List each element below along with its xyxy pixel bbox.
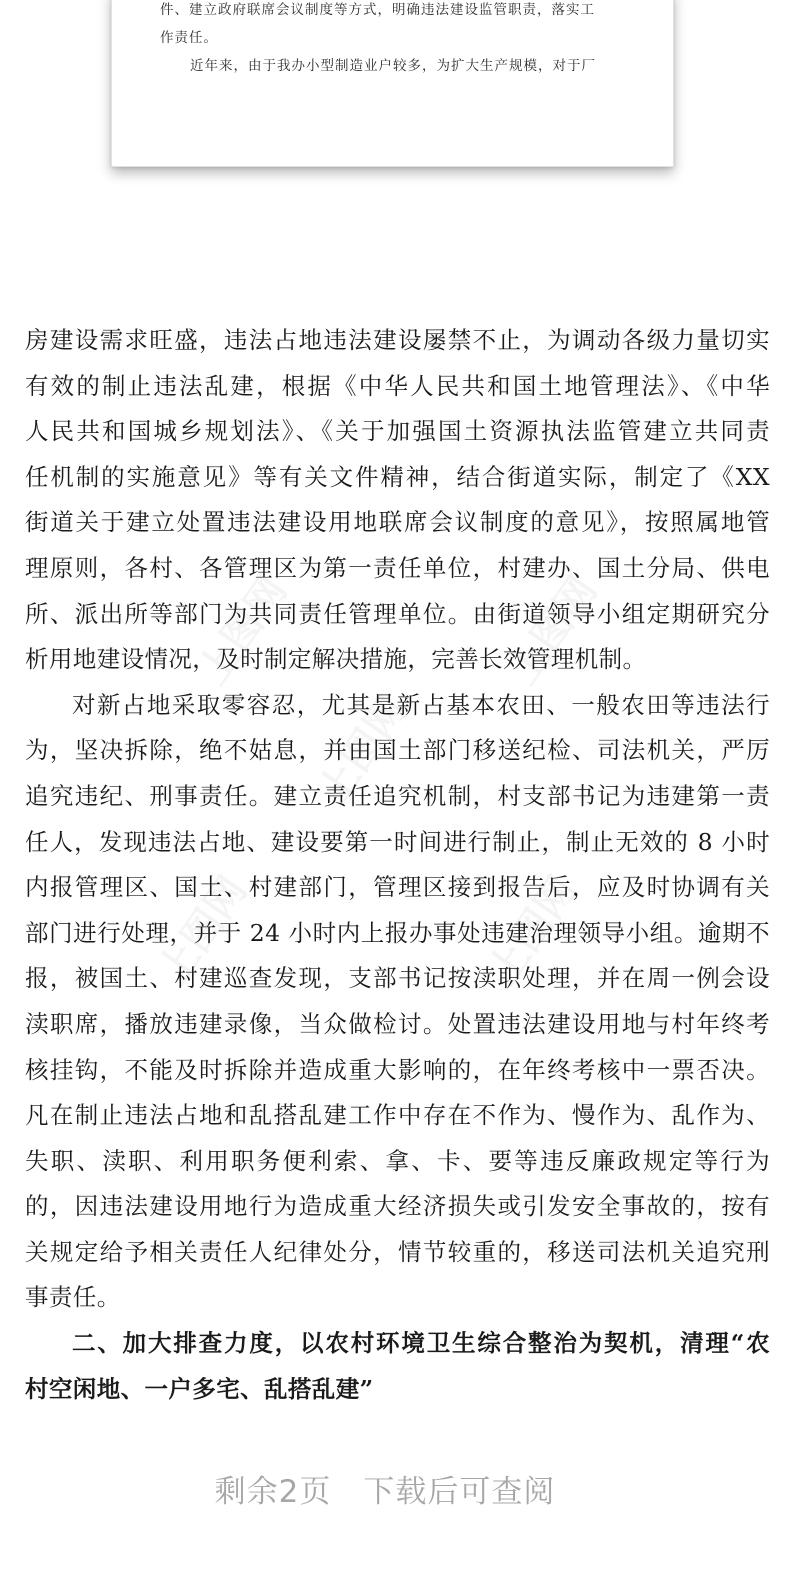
body-line: 有效的制止违法乱建，根据《中华人民共和国土地管理法》、《中华 — [25, 371, 770, 400]
remaining-pages-notice[interactable] — [0, 1466, 770, 1511]
download-to-view-label: 下载后可查阅 — [363, 1474, 556, 1510]
body-line: 核挂钩，不能及时拆除并造成重大影响的，在年终考核中一票否决。 — [25, 1055, 770, 1084]
body-line: 对新占地采取零容忍，尤其是新占基本农田、一般农田等违法行 — [72, 690, 770, 719]
body-line: 为，坚决拆除，绝不姑息，并由国土部门移送纪检、司法机关，严厉 — [25, 736, 770, 765]
preview-line: 件、建立政府联席会议制度等方式，明确违法建设监管职责，落实工 — [160, 2, 595, 18]
body-line: 所、派出所等部门为共同责任管理单位。由街道领导小组定期研究分 — [25, 599, 770, 628]
body-line: 理原则，各村、各管理区为第一责任单位，村建办、国土分局、供电 — [25, 553, 770, 582]
preview-line: 近年来，由于我办小型制造业户较多，为扩大生产规模，对于厂 — [190, 58, 596, 74]
body-line: 部门进行处理，并于 24 小时内上报办事处违建治理领导小组。逾期不 — [25, 918, 770, 947]
page-preview-card — [111, 0, 674, 167]
document-body — [25, 318, 770, 1412]
body-line: 析用地建设情况，及时制定解决措施，完善长效管理机制。 — [25, 645, 647, 674]
body-line: 人民共和国城乡规划法》、《关于加强国土资源执法监管建立共同责 — [25, 417, 770, 446]
body-line: 任机制的实施意见》等有关文件精神，结合街道实际，制定了《XX — [25, 462, 770, 491]
body-line: 任人，发现违法占地、建设要第一时间进行制止，制止无效的 8 小时 — [25, 827, 770, 856]
body-line: 的，因违法建设用地行为造成重大经济损失或引发安全事故的，按有 — [25, 1192, 770, 1221]
body-line: 事责任。 — [25, 1283, 121, 1312]
body-line: 房建设需求旺盛，违法占地违法建设屡禁不止，为调动各级力量切实 — [25, 326, 770, 354]
body-line: 渎职席，播放违建录像，当众做检讨。处置违法建设用地与村年终考 — [25, 1009, 770, 1038]
preview-line: 作责任。 — [160, 30, 218, 46]
body-line: 内报管理区、国土、村建部门，管理区接到报告后，应及时协调有关 — [25, 873, 770, 902]
remaining-pages-label: 剩余2页 — [214, 1474, 332, 1510]
body-line: 失职、渎职、利用职务便利索、拿、卡、要等违反廉政规定等行为 — [25, 1146, 770, 1175]
body-line: 报，被国土、村建巡查发现，支部书记按渎职处理，并在周一例会设 — [25, 964, 770, 993]
section-heading: 村空闲地、一户多宅、乱搭乱建” — [25, 1374, 374, 1403]
body-line: 凡在制止违法占地和乱搭乱建工作中存在不作为、慢作为、乱作为、 — [25, 1101, 770, 1130]
section-heading: 二、加大排查力度，以农村环境卫生综合整治为契机，清理“农 — [72, 1329, 770, 1358]
body-line: 追究违纪、刑事责任。建立责任追究机制，村支部书记为违建第一责 — [25, 781, 770, 810]
body-line: 关规定给予相关责任人纪律处分，情节较重的，移送司法机关追究刑 — [25, 1237, 770, 1266]
body-line: 街道关于建立处置违法建设用地联席会议制度的意见》，按照属地管 — [25, 508, 770, 537]
